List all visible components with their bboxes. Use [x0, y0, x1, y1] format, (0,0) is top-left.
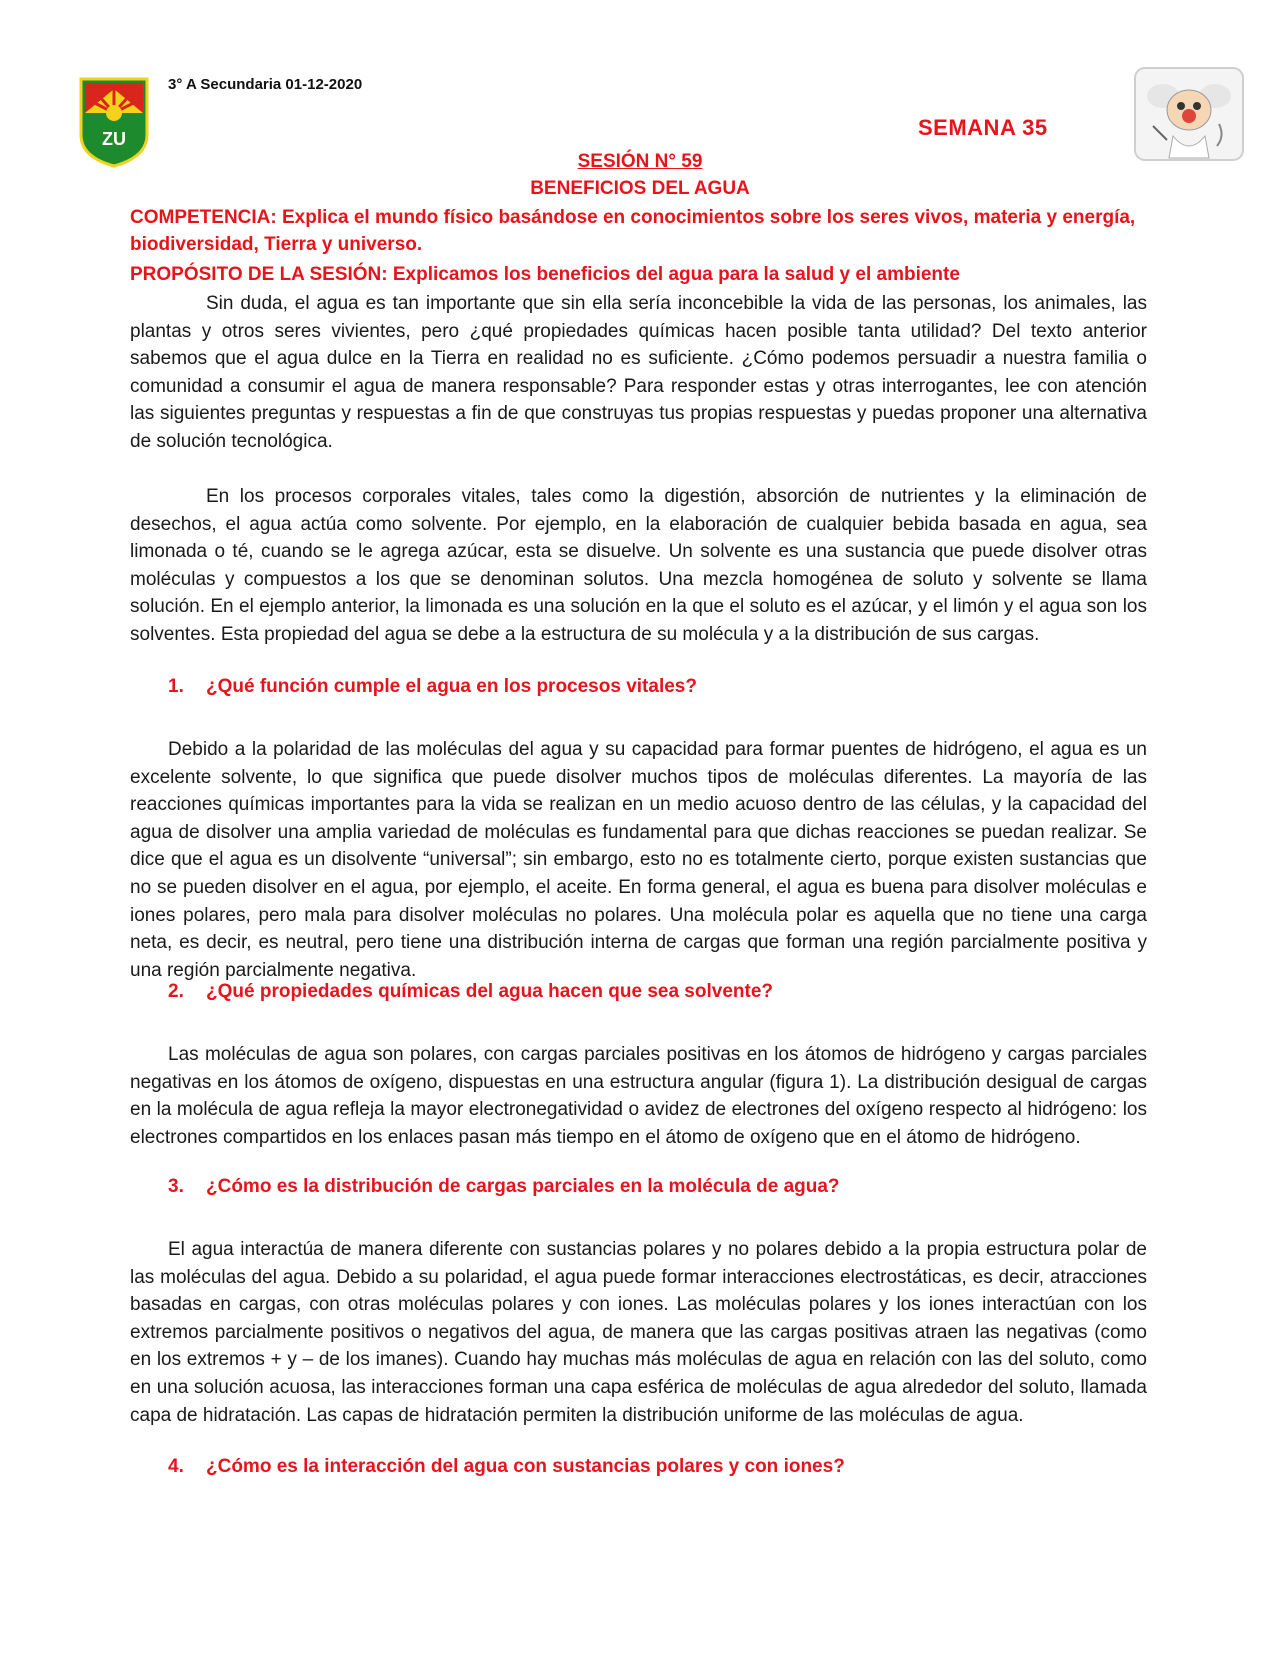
svg-text:ZU: ZU — [102, 129, 126, 149]
paragraph-introduction: Sin duda, el agua es tan importante que sin ella sería inconcebible la vida de las personas, los animales, las plantas y otros seres vivientes, pero ¿qué propiedades químicas hacen posible tanta utilidad? Del texto anterior sabemos que el agua dulce en la Tierra en realidad no es suficiente. ¿Cómo podemos persuadir a nuestra familia o comunidad a consumir el agua de manera responsable? Para responder estas y otras interrogantes, lee con atención las siguientes preguntas y respuestas a fin de que construyas tus propias respuestas y puedas proponer una alternativa de solución tecnológica. — [130, 293, 1147, 452]
class-date-header: 3° A Secundaria 01-12-2020 — [168, 76, 363, 93]
question-number: 2. — [168, 981, 184, 1002]
paragraph-charges: Las moléculas de agua son polares, con cargas parciales positivas en los átomos de hidrógeno y cargas parciales negativas en los átomos de oxígeno, dispuestas en una estructura angular (figura 1). La distribución desigual de cargas en la molécula de agua refleja la mayor electronegatividad o avidez de electrones del oxígeno respecto al hidrógeno: los electrones compartidos en los enlaces pasan más tiempo en el átomo de oxígeno que en el átomo de hidrógeno. — [130, 1044, 1147, 1148]
scientist-mascot-image — [1133, 66, 1245, 162]
question-text: ¿Cómo es la interacción del agua con sustancias polares y con iones? — [206, 1456, 845, 1477]
question-text: ¿Qué función cumple el agua en los procesos vitales? — [206, 676, 697, 697]
week-label: SEMANA 35 — [918, 115, 1048, 140]
question-text: ¿Qué propiedades químicas del agua hacen que sea solvente? — [206, 981, 774, 1002]
question-number: 1. — [168, 676, 184, 697]
competencia-statement: COMPETENCIA: Explica el mundo físico basándose en conocimientos sobre los seres vivos, materia y energía, biodiversidad, Tierra y universo. — [130, 207, 1136, 255]
question-2 — [168, 981, 773, 1003]
question-number: 3. — [168, 1176, 184, 1197]
paragraph-interaction: El agua interactúa de manera diferente con sustancias polares y no polares debido a la propia estructura polar de las moléculas del agua. Debido a su polaridad, el agua puede formar interacciones electrostáticas, es decir, atracciones basadas en cargas, con otras moléculas polares y con iones. Las moléculas polares y los iones interactúan con los extremos parcialmente positivos o negativos del agua, de manera que las cargas positivas atraen las negativas (como en los extremos + y – de los imanes). Cuando hay muchas más moléculas de agua en relación con las del soluto, como en una solución acuosa, las interacciones forman una capa esférica de moléculas de agua alrededor del soluto, llamada capa de hidratación. Las capas de hidratación permiten la distribución uniforme de las moléculas de agua. — [130, 1239, 1147, 1426]
paragraph-polarity: Debido a la polaridad de las moléculas del agua y su capacidad para formar puentes de hidrógeno, el agua es un excelente solvente, lo que significa que puede disolver muchos tipos de moléculas diferentes. La mayoría de las reacciones químicas importantes para la vida se realizan en un medio acuoso dentro de las células, y la capacidad del agua de disolver una amplia variedad de moléculas es fundamental para que dichas reacciones se puedan realizar. Se dice que el agua es un disolvente “universal”; sin embargo, esto no es totalmente cierto, porque existen sustancias que no se pueden disolver en el agua, por ejemplo, el aceite. En forma general, el agua es buena para disolver moléculas e iones polares, pero mala para disolver moléculas no polares. Una molécula polar es aquella que no tiene una carga neta, es decir, es neutral, pero tiene una distribución interna de cargas que forman una región parcialmente positiva y una región parcialmente negativa. — [130, 739, 1147, 981]
question-4 — [168, 1456, 845, 1478]
proposito-statement: PROPÓSITO DE LA SESIÓN: Explicamos los beneficios del agua para la salud y el ambiente — [130, 264, 960, 285]
session-number: SESIÓN N° 59 — [577, 151, 703, 172]
question-1 — [168, 676, 697, 698]
question-3 — [168, 1176, 840, 1198]
paragraph-solvent: En los procesos corporales vitales, tales como la digestión, absorción de nutrientes y la eliminación de desechos, el agua actúa como solvente. Por ejemplo, en la elaboración de cualquier bebida basada en agua, sea limonada o té, cuando se le agrega azúcar, esta se disuelve. Un solvente es una sustancia que puede disolver otras moléculas y compuestos a los que se denominan solutos. Una mezcla homogénea de soluto y solvente se llama solución. En el ejemplo anterior, la limonada es una solución en la que el soluto es el azúcar, y el limón y el agua son los solventes. Esta propiedad del agua se debe a la estructura de su molécula y a la distribución de sus cargas. — [130, 486, 1147, 645]
question-number: 4. — [168, 1456, 184, 1477]
question-text: ¿Cómo es la distribución de cargas parciales en la molécula de agua? — [206, 1176, 840, 1197]
session-title: BENEFICIOS DEL AGUA — [530, 178, 750, 199]
